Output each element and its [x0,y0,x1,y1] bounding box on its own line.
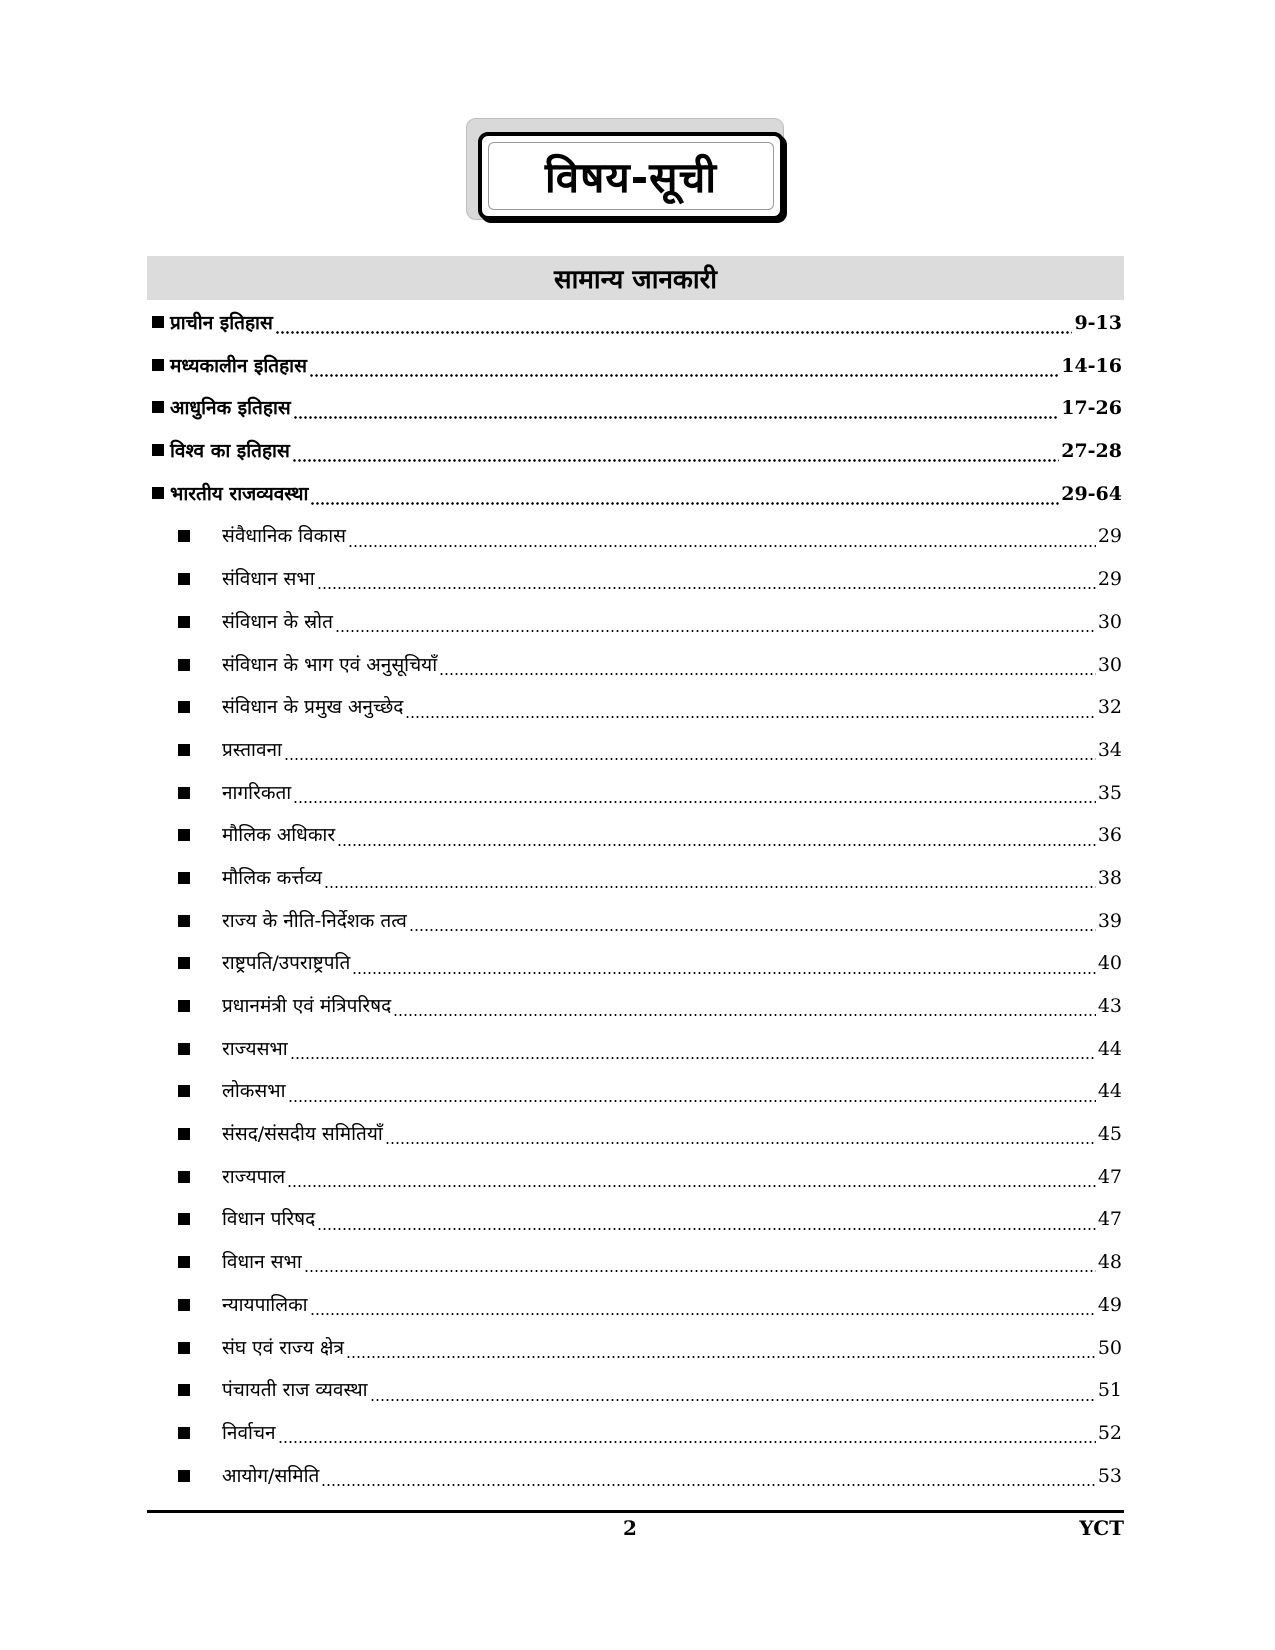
dot-leader [288,1100,1096,1102]
toc-main-entry[interactable] [152,473,1122,516]
toc-entry-label: आयोग/समिति [222,1464,320,1487]
dot-leader [292,459,1059,462]
toc-sub-entry[interactable] [152,942,1122,985]
square-bullet-icon [152,444,164,456]
toc-entry-label: मध्यकालीन इतिहास [170,354,307,377]
square-bullet-icon [178,530,190,542]
toc-sub-entry[interactable] [152,729,1122,772]
toc-sub-entry[interactable] [152,1070,1122,1113]
toc-entry-label: नागरिकता [222,781,292,804]
dot-leader [278,1441,1096,1443]
toc-sub-entry[interactable] [152,1113,1122,1156]
square-bullet-icon [152,316,164,328]
toc-entry-label: विश्व का इतिहास [170,440,290,463]
square-bullet-icon [178,1342,190,1354]
page-title: विषय-सूची [544,152,718,202]
toc-entry-page: 47 [1097,1208,1122,1231]
dot-leader [317,1228,1096,1230]
toc-sub-entry[interactable] [152,1455,1122,1498]
toc-entry-page: 50 [1097,1336,1122,1359]
dot-leader [287,1185,1096,1187]
dot-leader [439,673,1096,675]
dot-leader [385,1142,1096,1144]
dot-leader [275,331,1073,334]
square-bullet-icon [178,1213,190,1225]
dot-leader [352,972,1096,974]
toc-main-entry[interactable] [152,345,1122,388]
toc-entry-label: संविधान के स्रोत [222,610,333,633]
toc-entry-page: 32 [1097,696,1122,719]
dot-leader [293,416,1060,419]
dot-leader [309,374,1059,377]
toc-entry-page: 51 [1097,1379,1122,1402]
toc-entry-page: 49 [1097,1293,1122,1316]
toc-entry-label: प्रस्तावना [222,738,282,761]
toc-sub-entry[interactable] [152,1241,1122,1284]
square-bullet-icon [178,1000,190,1012]
toc-entry-label: संवैधानिक विकास [222,525,346,548]
toc-entry-label: विधान सभा [222,1251,302,1274]
section-heading: सामान्य जानकारी [554,265,717,295]
toc-entry-label: राज्यसभा [222,1037,288,1060]
dot-leader [293,801,1096,803]
toc-main-entry[interactable] [152,387,1122,430]
toc-entry-label: आधुनिक इतिहास [170,397,291,420]
toc-entry-page: 36 [1097,824,1122,847]
toc-entry-label: निर्वाचन [222,1421,276,1444]
toc-entry-label: राष्ट्रपति/उपराष्ट्रपति [222,952,351,975]
dot-leader [405,716,1095,718]
toc-entry-page: 53 [1097,1464,1122,1487]
toc-sub-entry[interactable] [152,772,1122,815]
toc-entry-page: 48 [1097,1251,1122,1274]
toc-entry-label: भारतीय राजव्यवस्था [170,482,309,505]
dot-leader [335,630,1096,632]
square-bullet-icon [178,1256,190,1268]
dot-leader [317,587,1096,589]
dot-leader [348,545,1096,547]
toc-entry-pages: 27-28 [1061,440,1122,463]
toc-sub-entry[interactable] [152,601,1122,644]
toc-entry-label: संविधान के प्रमुख अनुच्छेद [222,696,404,719]
toc-entry-pages: 29-64 [1061,482,1122,505]
dot-leader [409,929,1096,931]
footer-brand: YCT [1079,1516,1124,1540]
toc-entry-page: 47 [1097,1165,1122,1188]
dot-leader [346,1356,1096,1358]
toc-sub-entry[interactable] [152,985,1122,1028]
toc-entry-label: संविधान सभा [222,568,315,591]
toc-entry-page: 44 [1097,1080,1122,1103]
toc-sub-entry[interactable] [152,1369,1122,1412]
toc-entry-label: लोकसभा [222,1080,286,1103]
toc-entry-label: न्यायपालिका [222,1293,308,1316]
toc-entry-label: प्राचीन इतिहास [170,312,273,334]
dot-leader [290,1057,1096,1059]
toc-entry-page: 52 [1097,1421,1122,1444]
dot-leader [284,758,1096,760]
square-bullet-icon [178,1128,190,1140]
square-bullet-icon [178,1384,190,1396]
toc-entry-page: 30 [1097,653,1122,676]
toc-entry-label: संविधान के भाग एवं अनुसूचियाँ [222,653,438,676]
toc-sub-entry[interactable] [152,1028,1122,1071]
toc-main-entry[interactable] [152,430,1122,473]
square-bullet-icon [178,915,190,927]
toc-entry-page: 38 [1097,866,1122,889]
title-box [478,132,784,220]
section-heading-bar [147,256,1124,300]
toc-entry-page: 45 [1097,1123,1122,1146]
toc-sub-entry[interactable] [152,1198,1122,1241]
square-bullet-icon [178,957,190,969]
toc-entry-page: 40 [1097,952,1122,975]
dot-leader [304,1270,1096,1272]
toc-sub-entry[interactable] [152,686,1122,729]
square-bullet-icon [178,659,190,671]
square-bullet-icon [178,787,190,799]
toc-entry-pages: 9-13 [1074,312,1122,334]
square-bullet-icon [178,1299,190,1311]
dot-leader [370,1399,1096,1401]
toc-sub-entry[interactable] [152,644,1122,687]
square-bullet-icon [178,1470,190,1482]
dot-leader [393,1014,1096,1016]
toc-entry-label: विधान परिषद [222,1208,316,1231]
toc-entry-page: 43 [1097,995,1122,1017]
footer-rule [147,1510,1124,1513]
toc-sub-entry[interactable] [152,1284,1122,1327]
toc-entry-label: राज्य के नीति-निर्देशक तत्व [222,909,407,932]
toc-entry-label: मौलिक अधिकार [222,824,336,847]
toc-sub-entry[interactable] [152,515,1122,558]
dot-leader [324,886,1096,888]
square-bullet-icon [178,872,190,884]
toc-sub-entry[interactable] [152,1156,1122,1199]
toc-entry-pages: 14-16 [1061,354,1122,377]
square-bullet-icon [152,487,164,499]
toc-sub-entry[interactable] [152,1412,1122,1455]
toc-sub-entry[interactable] [152,900,1122,943]
toc-entry-pages: 17-26 [1061,397,1122,420]
toc-entry-page: 34 [1097,738,1122,761]
square-bullet-icon [178,1427,190,1439]
square-bullet-icon [178,573,190,585]
square-bullet-icon [152,401,164,413]
dot-leader [310,502,1059,505]
toc-entry-label: मौलिक कर्त्तव्य [222,866,322,889]
toc-entry-page: 30 [1097,610,1122,633]
toc-sub-entry[interactable] [152,1327,1122,1370]
toc-entry-label: संसद/संसदीय समितियाँ [222,1123,383,1146]
square-bullet-icon [152,359,164,371]
square-bullet-icon [178,744,190,756]
dot-leader [337,844,1096,846]
toc-entry-page: 44 [1097,1037,1122,1060]
square-bullet-icon [178,616,190,628]
square-bullet-icon [178,1043,190,1055]
square-bullet-icon [178,1171,190,1183]
toc-main-entry[interactable] [152,302,1122,345]
dot-leader [321,1484,1095,1486]
table-of-contents [152,302,1122,1497]
toc-entry-page: 35 [1097,781,1122,804]
toc-entry-page: 29 [1097,525,1122,548]
toc-sub-entry[interactable] [152,857,1122,900]
toc-entry-label: पंचायती राज व्यवस्था [222,1379,368,1402]
toc-entry-page: 29 [1097,568,1122,591]
toc-sub-entry[interactable] [152,814,1122,857]
square-bullet-icon [178,1085,190,1097]
toc-entry-label: राज्यपाल [222,1165,286,1188]
toc-sub-entry[interactable] [152,558,1122,601]
toc-entry-page: 39 [1097,909,1122,932]
square-bullet-icon [178,829,190,841]
title-banner [466,118,800,228]
toc-entry-label: प्रधानमंत्री एवं मंत्रिपरिषद [222,995,392,1017]
toc-entry-label: संघ एवं राज्य क्षेत्र [222,1336,344,1359]
footer-page-number: 2 [623,1516,637,1540]
square-bullet-icon [178,701,190,713]
dot-leader [310,1313,1096,1315]
